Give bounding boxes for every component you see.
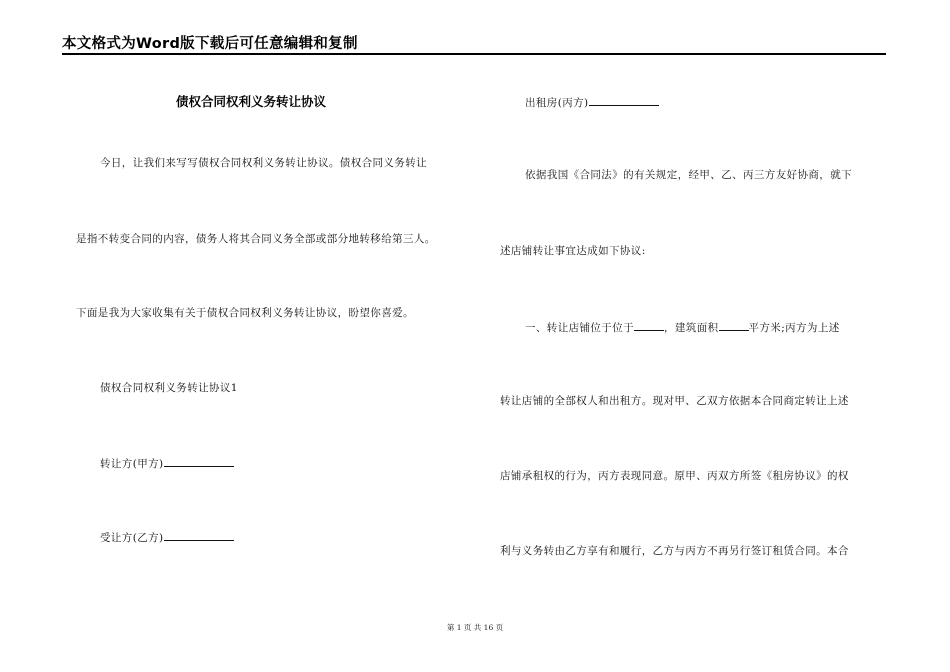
page-number: 第 1 页 共 16 页: [446, 623, 504, 632]
paragraph-intro-line-3: 下面是我为大家收集有关于债权合同权利义务转让协议，盼望你喜爱。: [76, 307, 414, 319]
clause-one-part-3: 平方米;丙方为上述: [748, 322, 840, 334]
paragraph-intro-line-1: 今日，让我们来写写债权合同权利义务转让协议。债权合同义务转让: [100, 157, 427, 169]
party-c-label: 出租房(丙方): [525, 97, 589, 109]
paragraph-right-line-6: 利与义务转由乙方享有和履行，乙方与丙方不再另行签订租赁合同。本合: [500, 545, 849, 557]
party-b-blank: [164, 529, 234, 541]
document-banner: 本文格式为Word版下载后可任意编辑和复制: [62, 36, 358, 52]
agreement-heading: 债权合同权利义务转让协议1: [100, 382, 238, 394]
document-title: 债权合同权利义务转让协议: [176, 94, 327, 109]
party-b-field: [100, 529, 234, 545]
party-a-blank: [164, 455, 234, 467]
paragraph-right-line-1: 依据我国《合同法》的有关规定，经甲、乙、丙三方友好协商，就下: [525, 169, 852, 181]
party-a-label: 转让方(甲方): [100, 458, 164, 470]
party-b-label: 受让方(乙方): [100, 532, 164, 544]
paragraph-right-line-5: 店铺承租权的行为，丙方表现同意。原甲、丙双方所签《租房协议》的权: [500, 470, 849, 482]
paragraph-right-line-2: 述店铺转让事宜达成如下协议:: [500, 245, 646, 257]
area-blank: [719, 319, 749, 331]
party-c-field: [525, 94, 659, 110]
party-a-field: [100, 455, 234, 471]
paragraph-right-line-4: 转让店铺的全部权人和出租方。现对甲、乙双方依据本合同商定转让上述: [500, 395, 849, 407]
header-rule: [62, 53, 886, 55]
clause-one-line: [525, 319, 840, 335]
clause-one-part-1: 一、转让店铺位于位于: [525, 322, 634, 334]
paragraph-intro-line-2: 是指不转变合同的内容，债务人将其合同义务全部或部分地转移给第三人。: [76, 233, 436, 245]
location-blank: [634, 319, 664, 331]
party-c-blank: [589, 94, 659, 106]
clause-one-part-2: ，建筑面积: [664, 322, 719, 334]
